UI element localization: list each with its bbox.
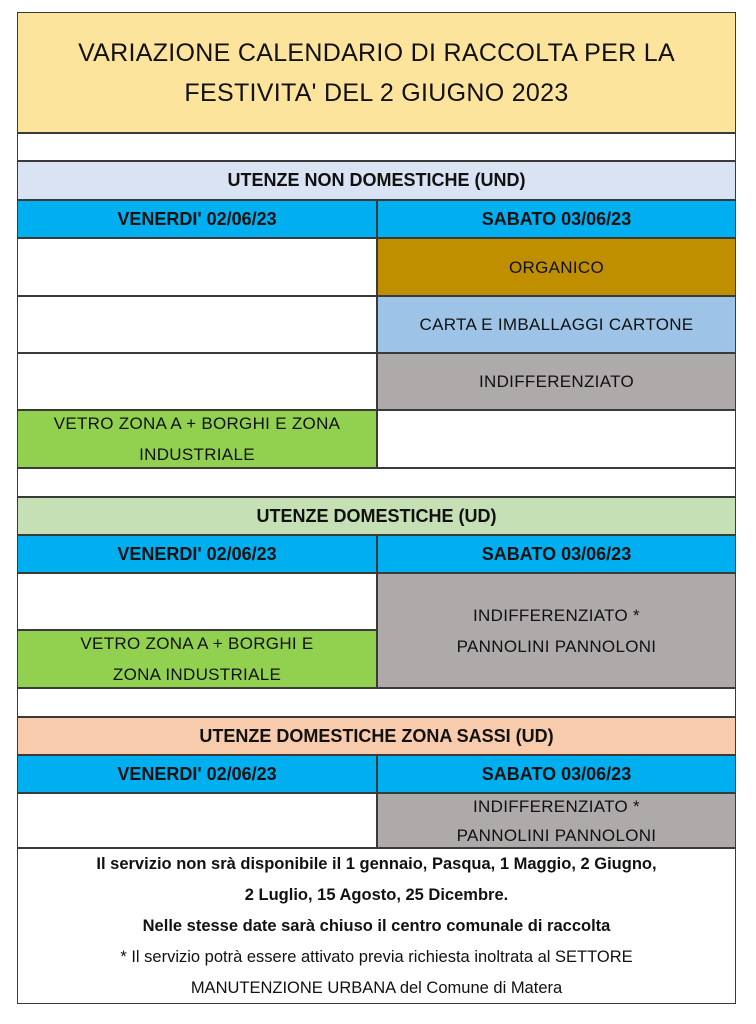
sassi-indifferenziato-cell <box>377 793 736 848</box>
empty-cell <box>17 353 377 410</box>
empty-cell <box>377 410 736 468</box>
section-header-ud: UTENZE DOMESTICHE (UD) <box>17 497 736 535</box>
footer-line-1: Il servizio non srà disponibile il 1 gennaio, Pasqua, 1 Maggio, 2 Giugno, <box>96 854 657 873</box>
sassi-indiff-line-2: PANNOLINI PANNOLONI <box>456 825 657 845</box>
empty-cell <box>17 296 377 353</box>
und-vetro-line-1: VETRO ZONA A + BORGHI E ZONA <box>53 414 341 433</box>
sassi-indiff-line-1: INDIFFERENZIATO * <box>473 796 640 816</box>
und-carta-cell: CARTA E IMBALLAGGI CARTONE <box>377 296 736 353</box>
page-title <box>17 12 736 133</box>
footer-line-4: * Il servizio potrà essere attivato previa richiesta inoltrata al SETTORE <box>120 947 633 966</box>
footer-line-5: MANUTENZIONE URBANA del Comune di Matera <box>190 978 563 997</box>
und-indifferenziato-cell: INDIFFERENZIATO <box>377 353 736 410</box>
footer-line-3: Nelle stesse date sarà chiuso il centro comunale di raccolta <box>142 916 611 935</box>
ud-vetro-line-2: ZONA INDUSTRIALE <box>112 665 282 684</box>
collection-calendar <box>17 12 736 1004</box>
section-header-und: UTENZE NON DOMESTICHE (UND) <box>17 161 736 200</box>
footer-notes <box>17 848 736 1004</box>
section-header-ud-sassi: UTENZE DOMESTICHE ZONA SASSI (UD) <box>17 717 736 755</box>
und-vetro-line-2: INDUSTRIALE <box>139 445 255 464</box>
ud-indifferenziato-cell <box>377 573 736 688</box>
empty-cell <box>17 573 377 630</box>
ud-saturday-header: SABATO 03/06/23 <box>377 535 736 573</box>
ud-indiff-line-1: INDIFFERENZIATO * <box>473 605 640 625</box>
sassi-friday-header: VENERDI' 02/06/23 <box>17 755 377 793</box>
spacer-row <box>17 688 736 717</box>
ud-friday-header: VENERDI' 02/06/23 <box>17 535 377 573</box>
und-saturday-header: SABATO 03/06/23 <box>377 200 736 238</box>
title-line-2: FESTIVITA' DEL 2 GIUGNO 2023 <box>184 78 569 107</box>
ud-vetro-line-1: VETRO ZONA A + BORGHI E <box>80 634 314 653</box>
empty-cell <box>17 793 377 848</box>
ud-indiff-line-2: PANNOLINI PANNOLONI <box>456 636 657 656</box>
und-friday-header: VENERDI' 02/06/23 <box>17 200 377 238</box>
spacer-row <box>17 468 736 497</box>
und-vetro-cell <box>17 410 377 468</box>
und-organico-cell: ORGANICO <box>377 238 736 296</box>
ud-vetro-cell <box>17 630 377 688</box>
footer-line-2: 2 Luglio, 15 Agosto, 25 Dicembre. <box>244 885 509 904</box>
empty-cell <box>17 238 377 296</box>
title-line-1: VARIAZIONE CALENDARIO DI RACCOLTA PER LA <box>78 38 675 67</box>
spacer-row <box>17 133 736 161</box>
sassi-saturday-header: SABATO 03/06/23 <box>377 755 736 793</box>
